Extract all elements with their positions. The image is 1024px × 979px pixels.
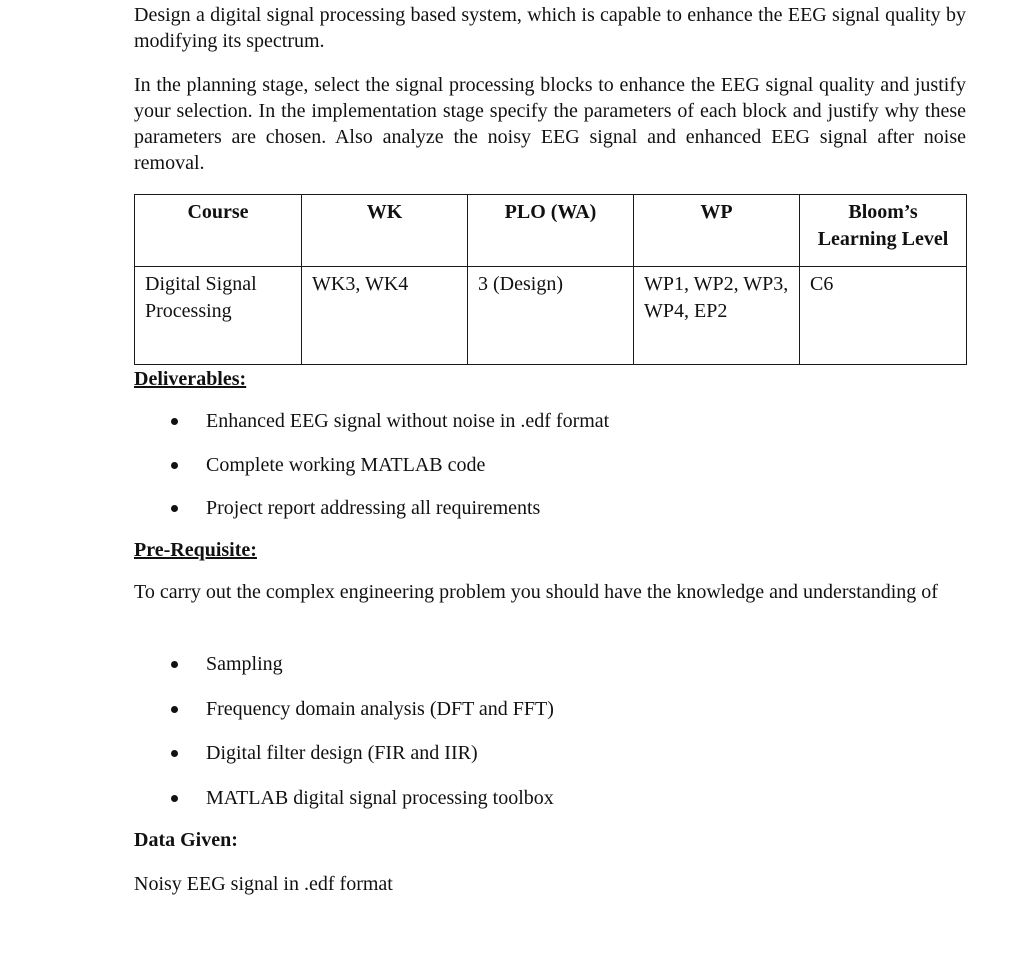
cell-wk: WK3, WK4 xyxy=(302,267,468,365)
cell-course: Digital Signal Processing xyxy=(135,267,302,365)
cell-plo: 3 (Design) xyxy=(468,267,634,365)
bullet-icon xyxy=(171,462,178,469)
bullet-icon xyxy=(171,505,178,512)
data-given-heading: Data Given: xyxy=(134,829,238,851)
intro-paragraph: Design a digital signal processing based system, which is capable to enhance the EEG signal quality by modifying its spectrum. xyxy=(134,4,966,52)
table-row xyxy=(135,267,967,365)
prerequisite-paragraph: To carry out the complex engineering problem you should have the knowledge and understanding of xyxy=(134,581,938,603)
planning-paragraph: In the planning stage, select the signal processing blocks to enhance the EEG signal quality and justify your selection. In the implementation stage specify the parameters of each block and justify why these parameters are chosen. Also analyze the noisy EEG signal and enhanced EEG signal after noise removal. xyxy=(134,74,966,174)
cell-wp: WP1, WP2, WP3, WP4, EP2 xyxy=(634,267,800,365)
bullet-icon xyxy=(171,795,178,802)
course-info-table xyxy=(134,194,967,365)
bullet-icon xyxy=(171,750,178,757)
header-plo: PLO (WA) xyxy=(468,195,634,267)
header-course: Course xyxy=(135,195,302,267)
header-blooms-level: Bloom’s Learning Level xyxy=(800,195,967,267)
data-given-text: Noisy EEG signal in .edf format xyxy=(134,873,393,895)
bullet-icon xyxy=(171,661,178,668)
table-header-row xyxy=(135,195,967,267)
header-wp: WP xyxy=(634,195,800,267)
deliverables-heading: Deliverables: xyxy=(134,368,247,390)
bullet-icon xyxy=(171,418,178,425)
cell-blooms-level: C6 xyxy=(800,267,967,365)
header-wk: WK xyxy=(302,195,468,267)
prerequisite-heading: Pre-Requisite: xyxy=(134,539,257,561)
bullet-icon xyxy=(171,706,178,713)
